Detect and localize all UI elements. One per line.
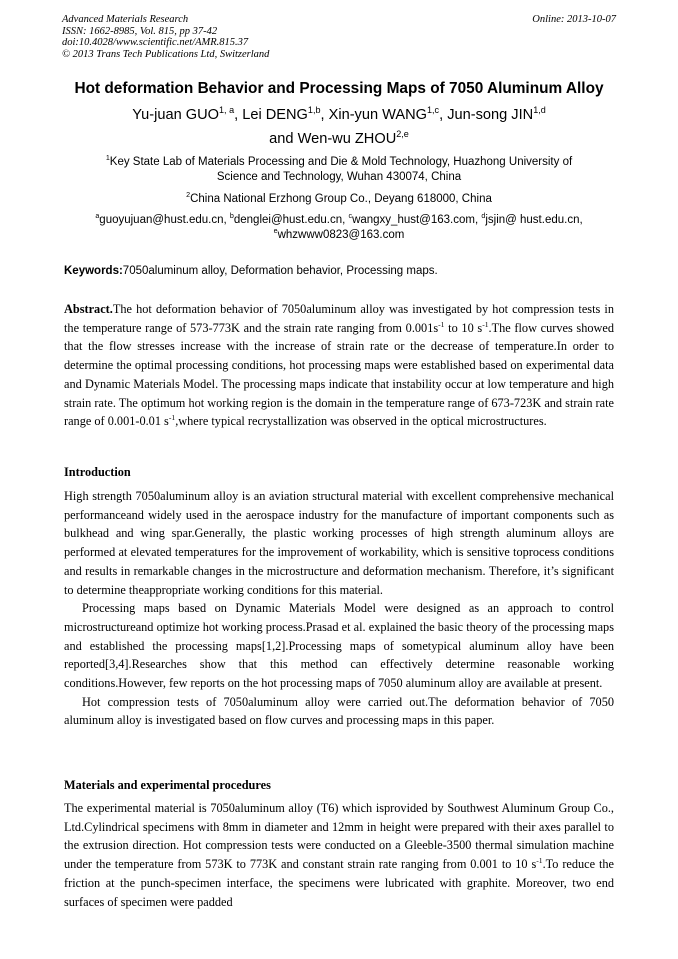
exponent: -1: [168, 413, 176, 423]
author-separator: ,: [320, 107, 329, 123]
affiliation-2: [70, 192, 608, 207]
journal-name: Advanced Materials Research: [62, 14, 189, 25]
author-name: Lei DENG: [242, 107, 308, 123]
email-sup: d: [481, 212, 486, 221]
email-address: guoyujuan@hust.edu.cn,: [99, 214, 230, 226]
affiliation-sup: 1: [105, 154, 110, 163]
abstract: [64, 300, 614, 431]
keywords-text: 7050aluminum alloy, Deformation behavior, Processing maps.: [122, 265, 438, 277]
abstract-paragraph: [64, 300, 614, 431]
author-list: [0, 103, 678, 151]
section-heading-introduction: Introduction: [64, 465, 131, 479]
author-line-1: [0, 103, 678, 127]
online-date: Online: 2013-10-07: [532, 14, 616, 25]
introduction-paragraph: Processing maps based on Dynamic Materials Model were designed as an approach to control microstructureand optimize hot working process.Prasad et al. explained the basic theory of the processing maps and established the processing maps[1,2].Processing maps of sometypical aluminum alloy have been reported[3,4].Researches show that this method can effectively determine reasonable working conditions.However, few reports on the hot processing maps of 7050 aluminum alloy are available at present.: [64, 601, 614, 691]
email-sup: e: [273, 227, 278, 236]
author-name: Xin-yun WANG: [328, 107, 428, 123]
abstract-text: to 10 s: [444, 320, 483, 335]
materials-paragraph: [64, 799, 614, 911]
introduction-paragraph: High strength 7050aluminum alloy is an aviation structural material with excellent comprehensive mechanical performanceand widely used in the aerospace industry for the manufacture of important components such as bulkhead and wing spar.Generally, the plastic working processes of high strength aluminum alloys are performed at elevated temperatures for the improvement of workability, which is sensitive toprocess conditions and results in remarkable changes in the microstructure and deformation mechanism. Therefore, it’s significant to determine theappropriate working conditions for this material.: [64, 489, 614, 597]
author-affil-sup: 1,c: [427, 105, 440, 116]
author-name: Wen-wu ZHOU: [297, 131, 397, 147]
author-separator: ,: [439, 107, 448, 123]
email-sup: c: [348, 212, 353, 221]
affiliation-1: [70, 155, 608, 185]
introduction-body: [64, 487, 614, 730]
materials-body: [64, 799, 614, 911]
author-emails: [70, 213, 608, 243]
journal-header: [62, 14, 269, 60]
author-conjunction: and: [269, 131, 298, 147]
author-affil-sup: 1,d: [533, 105, 546, 116]
abstract-text: ,where typical recrystallization was observed in the optical microstructures.: [175, 414, 547, 429]
exponent: -1: [438, 319, 445, 329]
email-address: denglei@hust.edu.cn,: [233, 214, 349, 226]
email-address: jsjin@ hust.edu.cn,: [485, 214, 583, 226]
journal-issn: ISSN: 1662-8985, Vol. 815, pp 37-42: [62, 25, 218, 37]
materials-text: .To reduce the friction at the punch-specimen interface, the specimens were lubricated with graphite. Moreover, two end surfaces of specimen were padded: [64, 857, 615, 909]
exponent: -1: [536, 856, 543, 866]
abstract-text: .The flow curves showed that the flow stresses increase with the increase of strain rate or the decrease of temperature.In order to determine the optimal processing conditions, hot processing maps were established based on experimental data and Dynamic Materials Model. The processing maps indicate that instability occur at low temperature and high strain rate. The optimum hot working region is the domain in the temperature range of 673-723K and strain rate range of 0.001-0.01 s: [64, 320, 614, 429]
email-sup: a: [95, 212, 100, 221]
author-separator: ,: [234, 107, 243, 123]
journal-doi: doi:10.4028/www.scientific.net/AMR.815.37: [62, 37, 249, 49]
email-line-2: [70, 228, 608, 243]
author-name: Jun-song JIN: [447, 107, 534, 123]
section-heading-materials: Materials and experimental procedures: [64, 778, 271, 792]
keywords: [64, 265, 438, 277]
author-affil-sup: 1,b: [307, 105, 321, 116]
affiliation-1-line-1: [70, 155, 608, 170]
email-address: wangxy_hust@163.com,: [352, 214, 482, 226]
affiliation-text: China National Erzhong Group Co., Deyang 618000, China: [190, 193, 492, 205]
author-affil-sup: 2,e: [396, 129, 409, 140]
introduction-paragraph: Hot compression tests of 7050aluminum alloy were carried out.The deformation behavior of 7050 aluminum alloy is investigated based on flow curves and processing maps in this paper.: [64, 694, 614, 728]
author-line-2: [0, 127, 678, 151]
affiliation-1-line-2: Science and Technology, Wuhan 430074, China: [216, 171, 462, 183]
email-address: whzwww0823@163.com: [277, 229, 405, 241]
materials-text: The experimental material is 7050aluminum alloy (T6) which isprovided by Southwest Aluminum Group Co., Ltd.Cylindrical specimens with 8mm in diameter and 12mm in height were prepared with their axes parallel to the extrusion direction. Hot compression tests were conducted on a Gleeble-3500 thermal simulation machine under the temperature from 573K to 773K and constant strain rate ranging from 0.001 to 10 s: [64, 801, 614, 872]
abstract-label: Abstract.: [64, 302, 113, 316]
affiliation-text: Key State Lab of Materials Processing and Die & Mold Technology, Huazhong University of: [109, 156, 573, 168]
author-name: Yu-juan GUO: [132, 107, 220, 123]
exponent: -1: [482, 319, 489, 329]
keywords-label: Keywords:: [64, 265, 123, 277]
email-line-1: [70, 213, 608, 228]
author-affil-sup: 1, a: [219, 105, 235, 116]
email-sup: b: [229, 212, 234, 221]
affiliation-sup: 2: [186, 191, 191, 200]
abstract-text: The hot deformation behavior of 7050aluminum alloy was investigated by hot compression tests in the temperature range of 573-773K and the strain rate ranging from 0.001s: [64, 302, 614, 335]
journal-copyright: © 2013 Trans Tech Publications Ltd, Switzerland: [62, 48, 270, 60]
paper-title: Hot deformation Behavior and Processing Maps of 7050 Aluminum Alloy: [74, 80, 604, 97]
